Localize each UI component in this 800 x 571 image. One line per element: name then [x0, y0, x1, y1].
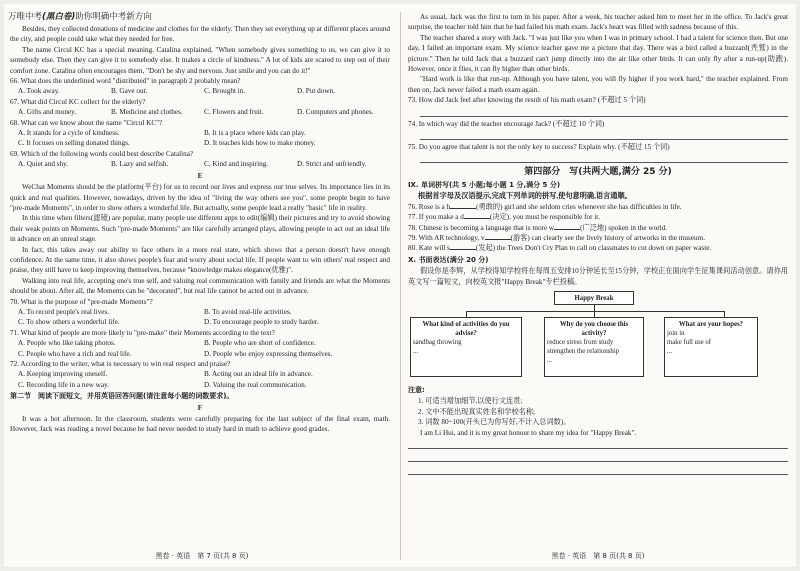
right-footer: 黑卷 · 英语 第 8 页(共 8 页)	[551, 552, 645, 560]
header-prefix: 万唯中考	[8, 12, 43, 22]
box-line: join in	[667, 329, 685, 337]
question-79	[408, 233, 788, 243]
options-68b	[10, 138, 390, 148]
box-title: What kind of activities do you advise?	[422, 320, 510, 337]
option: B. It is a place where kids can play.	[204, 129, 306, 138]
q-pre: 77. If you make a d	[408, 213, 464, 222]
options-70	[10, 307, 390, 317]
question-78	[408, 223, 788, 233]
part4-title: 第四部分 写(共两大题,满分 25 分)	[524, 167, 672, 178]
section-e-label: E	[197, 171, 203, 180]
option: C. Kind and inspiring.	[204, 160, 269, 169]
blank-77[interactable]	[464, 218, 490, 219]
box-title: Why do you choose this activity?	[559, 320, 629, 337]
option: A. Keeping improving oneself.	[18, 370, 108, 379]
question-68: 68. What can we know about the name "Circul KC"?	[10, 118, 163, 127]
paragraph: "Hard work is like that run-up. Although you have talent, you will fly higher if you work hard," the teacher explained. From then on, Jack never failed a math exam again.	[408, 75, 788, 94]
q-post: , you must be responsible for it.	[509, 213, 601, 222]
option: C. To show others a wonderful life.	[18, 318, 120, 327]
essay-line[interactable]	[408, 438, 788, 449]
mind-map-box-reasons	[544, 317, 644, 377]
question-75: 75. Do you agree that talent is not the only key to success? Explain why. (不超过 15 个词)	[408, 143, 670, 152]
mind-map-root	[554, 291, 634, 305]
option: A. People who like taking photos.	[18, 339, 116, 348]
box-line: ...	[547, 356, 553, 364]
option: C. Flowers and fruit.	[204, 108, 264, 117]
box-line: strengthen the relationship	[547, 347, 620, 355]
options-68	[10, 128, 390, 138]
options-72b	[10, 380, 390, 390]
page-divider	[400, 12, 401, 560]
answer-line-75[interactable]	[420, 152, 788, 163]
box-line: ...	[413, 347, 419, 355]
paragraph: Walking into real life, accepting one's true self, and valuing real communication with family and friends are what the Moments should be about. After all, the Moments can be "decorated", but real life cannot be acted out in advance.	[10, 276, 390, 296]
option: C. Brought in.	[204, 87, 246, 96]
options-69	[10, 159, 390, 169]
blank-76[interactable]	[450, 208, 476, 209]
question-69: 69. Which of the following words could best describe Catalina?	[10, 149, 194, 158]
option: D. Valuing the real communication.	[204, 380, 307, 389]
essay-line[interactable]	[408, 451, 788, 462]
blank-78[interactable]	[554, 229, 580, 230]
option: C. People who have a rich and real life.	[18, 349, 132, 358]
question-72: 72. According to the writer, what is necessary to win real respect and praise?	[10, 360, 231, 368]
option: B. Lazy and selfish.	[111, 160, 169, 169]
question-66: 66. What does the underlined word "distributed" in paragraph 2 probably mean?	[10, 77, 241, 86]
essay-line[interactable]	[408, 464, 788, 475]
options-70b	[10, 317, 390, 327]
q-hint: (发起)	[475, 244, 496, 253]
option: B. Medicine and clothes.	[111, 108, 183, 117]
section2-title: 第二节 阅读下面短文，并用英语回答问题(请注意每小题的词数要求)。	[10, 392, 234, 401]
question-77	[408, 212, 788, 222]
q-pre: 76. Rose is a h	[408, 202, 451, 211]
q-post: girl and she seldom cries whenever she has difficulties in life.	[504, 202, 682, 211]
option: D. Put down.	[297, 87, 335, 96]
header-suffix: 助你明确中考新方向	[75, 12, 152, 22]
options-67	[10, 107, 390, 117]
question-67: 67. What did Circul KC collect for the elderly?	[10, 97, 146, 106]
options-71	[10, 338, 390, 348]
section-f-label: F	[197, 403, 203, 412]
part10-prompt: 假设你是李辉，从学校得知学校将在每周五安排10分钟延长至15分钟，学校正在面向学生征集课间活动创意。请你用英文写一篇短文，向校英文报"Happy Break"专栏投稿。	[408, 267, 788, 286]
question-73: 73. How did Jack feel after knowing the result of his math exam? (不超过 5 个词)	[408, 96, 646, 105]
q-post: the Trees Don't Cry Plan to call on classmates to cut down on paper waste.	[496, 244, 712, 253]
paragraph: It was a hot afternoon. In the classroom, students were carefully preparing for the last subject of the final exam, math. However, Jack was reading a novel because he had never needed to study hard in math to achieve good grades.	[10, 415, 390, 434]
box-line: reduce stress from study	[547, 338, 614, 346]
question-74: 74. In which way did the teacher encourage Jack? (不超过 10 个词)	[408, 119, 605, 128]
note-item: 1. 可适当增加细节,以使行文连贯;	[418, 397, 523, 406]
option: A. Quiet and shy.	[18, 160, 69, 169]
paragraph: WeChat Moments should be the platform(平台) for us to record our lives and express our true selves. Its importance lies in its quick and real qualities. However, nowadays, driven by the idea of "living the way others see you", some people begin to have "pre-made Moments", in order to show others a wonderful life. But actually, some people lead a really "basic" life in reality.	[10, 183, 390, 212]
question-80	[408, 243, 788, 253]
q-pre: 80. Kate will s	[408, 244, 450, 253]
paragraph: As usual, Jack was the first to turn in his paper. After a week, his teacher asked him to meet her in the office. To Jack's great surprise, the teacher told him that he had failed his math exam. Jack's heart was filled with sadness because of this.	[408, 13, 788, 32]
part9-instructions: 根据首字母及汉语提示,完成下列单词的拼写,使句意明确,语言通顺。	[418, 192, 632, 201]
q-post: can clearly see the lively history of artworks in the museum.	[531, 233, 705, 242]
option: A. Gifts and money.	[18, 108, 77, 117]
option: D. People who enjoy expressing themselves.	[204, 349, 333, 358]
option: B. People who are short of confidence.	[204, 339, 316, 348]
option: A. Took away.	[18, 87, 60, 96]
paragraph: Besides, they collected donations of medicine and clothes for the elderly. Then they set everything up at different places around the city, and people could take what they needed for free.	[10, 25, 390, 44]
paragraph: In this time when filters(滤镜) are popular, many people use different apps to edit(编辑) their pictures and try to avoid showing their weak points on Moments. Such "pre-made Moments" are like carefully arranged plays, allowing people to act out an ideal life in advance on an unreal stage.	[10, 214, 390, 244]
header-bold: (黑白卷)	[42, 12, 76, 22]
exam-sheet	[4, 4, 796, 567]
root-label: Happy Break	[574, 294, 614, 302]
part9-title: Ⅸ. 单词拼写(共 5 小题;每小题 1 分,满分 5 分)	[408, 180, 561, 189]
box-line: sandbag throwing	[413, 338, 462, 346]
q-post: spoken in the world.	[608, 223, 667, 232]
notes-title: 注意:	[408, 385, 425, 394]
options-66	[10, 86, 390, 96]
blank-80[interactable]	[450, 249, 476, 250]
option: D. To encourage people to study harder.	[204, 318, 319, 327]
option: D. It teaches kids how to make money.	[204, 139, 316, 148]
question-71: 71. What kind of people are more likely to "pre-make" their Moments according to the text?	[10, 328, 275, 337]
mind-map-box-hopes	[664, 317, 758, 377]
option: B. Gave out.	[111, 87, 148, 96]
q-hint: (游客)	[510, 233, 530, 242]
box-line: ...	[667, 347, 673, 355]
left-footer: 黑卷 · 英语 第 7 页(共 8 页)	[155, 552, 249, 560]
box-title: What are your hopes?	[678, 320, 744, 328]
page-header	[8, 10, 152, 22]
left-page	[10, 24, 390, 564]
box-line: make full use of	[667, 338, 711, 346]
connector	[466, 311, 724, 312]
paragraph: The name Circul KC has a special meaning. Catalina explained, "When somebody gives something to us, we can give it to somebody else. Then they can give it to somebody else. It makes a circle of kindness." A lot of kids are scared to step out of their comfort zone. Catalina often encourages them, "Don't be shy and nervous. Just smile and you can do it!"	[10, 45, 390, 75]
option: C. It focuses on selling donated things.	[18, 139, 130, 148]
answer-line-74[interactable]	[420, 129, 788, 140]
paragraph: In fact, this takes away our ability to face others in a more real state, which shows that a person doesn't have enough confidence. At the same time, it also shows people's fear and worry about social life. If people want to win others' real respect and praise, they still have to keep improving themselves, because "knowledge makes elegance(优雅)".	[10, 245, 390, 275]
option: B. Acting out an ideal life in advance.	[204, 370, 313, 379]
options-72	[10, 369, 390, 379]
part10-title: Ⅹ. 书面表达(满分 20 分)	[408, 255, 489, 264]
answer-line-73[interactable]	[420, 106, 788, 117]
options-71b	[10, 349, 390, 359]
note-item: 3. 词数 80~100(开头已为你写好,不计入总词数)。	[418, 418, 571, 427]
q-pre: 79. With AR technology, v	[408, 233, 485, 242]
mind-map	[408, 291, 788, 383]
essay-opening: I am Li Hui, and it is my great honour to share my idea for "Happy Break".	[420, 428, 637, 437]
option: C. Recording life in a new way.	[18, 380, 109, 389]
mind-map-box-activities	[410, 317, 522, 377]
question-76	[408, 202, 788, 212]
q-pre: 78. Chinese is becoming a language that is more w	[408, 223, 555, 232]
q-hint: (勇敢的)	[476, 202, 503, 211]
q-hint: (决定)	[489, 213, 510, 222]
question-70: 70. What is the purpose of "pre-made Moments"?	[10, 297, 153, 306]
option: A. It stands for a cycle of kindness.	[18, 129, 120, 138]
blank-79[interactable]	[485, 239, 511, 240]
paragraph: The teacher shared a story with Jack. "I was just like you when I was in primary school. I had a talent for science then. But one day, I failed an important exam. My science teacher gave me a picture that day. There was a bird called a buzzard(秃鹫) in the picture." Then he told Jack that a buzzard can't jump directly into the air like other birds. It can only fly after a run-up(助跑). However, once it flies, it can fly higher than other birds.	[408, 33, 788, 74]
option: A. To record people's real lives.	[18, 307, 110, 316]
option: B. To avoid real-life activities.	[204, 307, 292, 316]
option: D. Strict and unfriendly.	[297, 160, 367, 169]
q-hint: (广泛地)	[580, 223, 607, 232]
right-page	[408, 12, 788, 560]
option: D. Computers and phones.	[297, 108, 374, 117]
note-item: 2. 文中不能出现真实姓名和学校名称;	[418, 407, 535, 416]
